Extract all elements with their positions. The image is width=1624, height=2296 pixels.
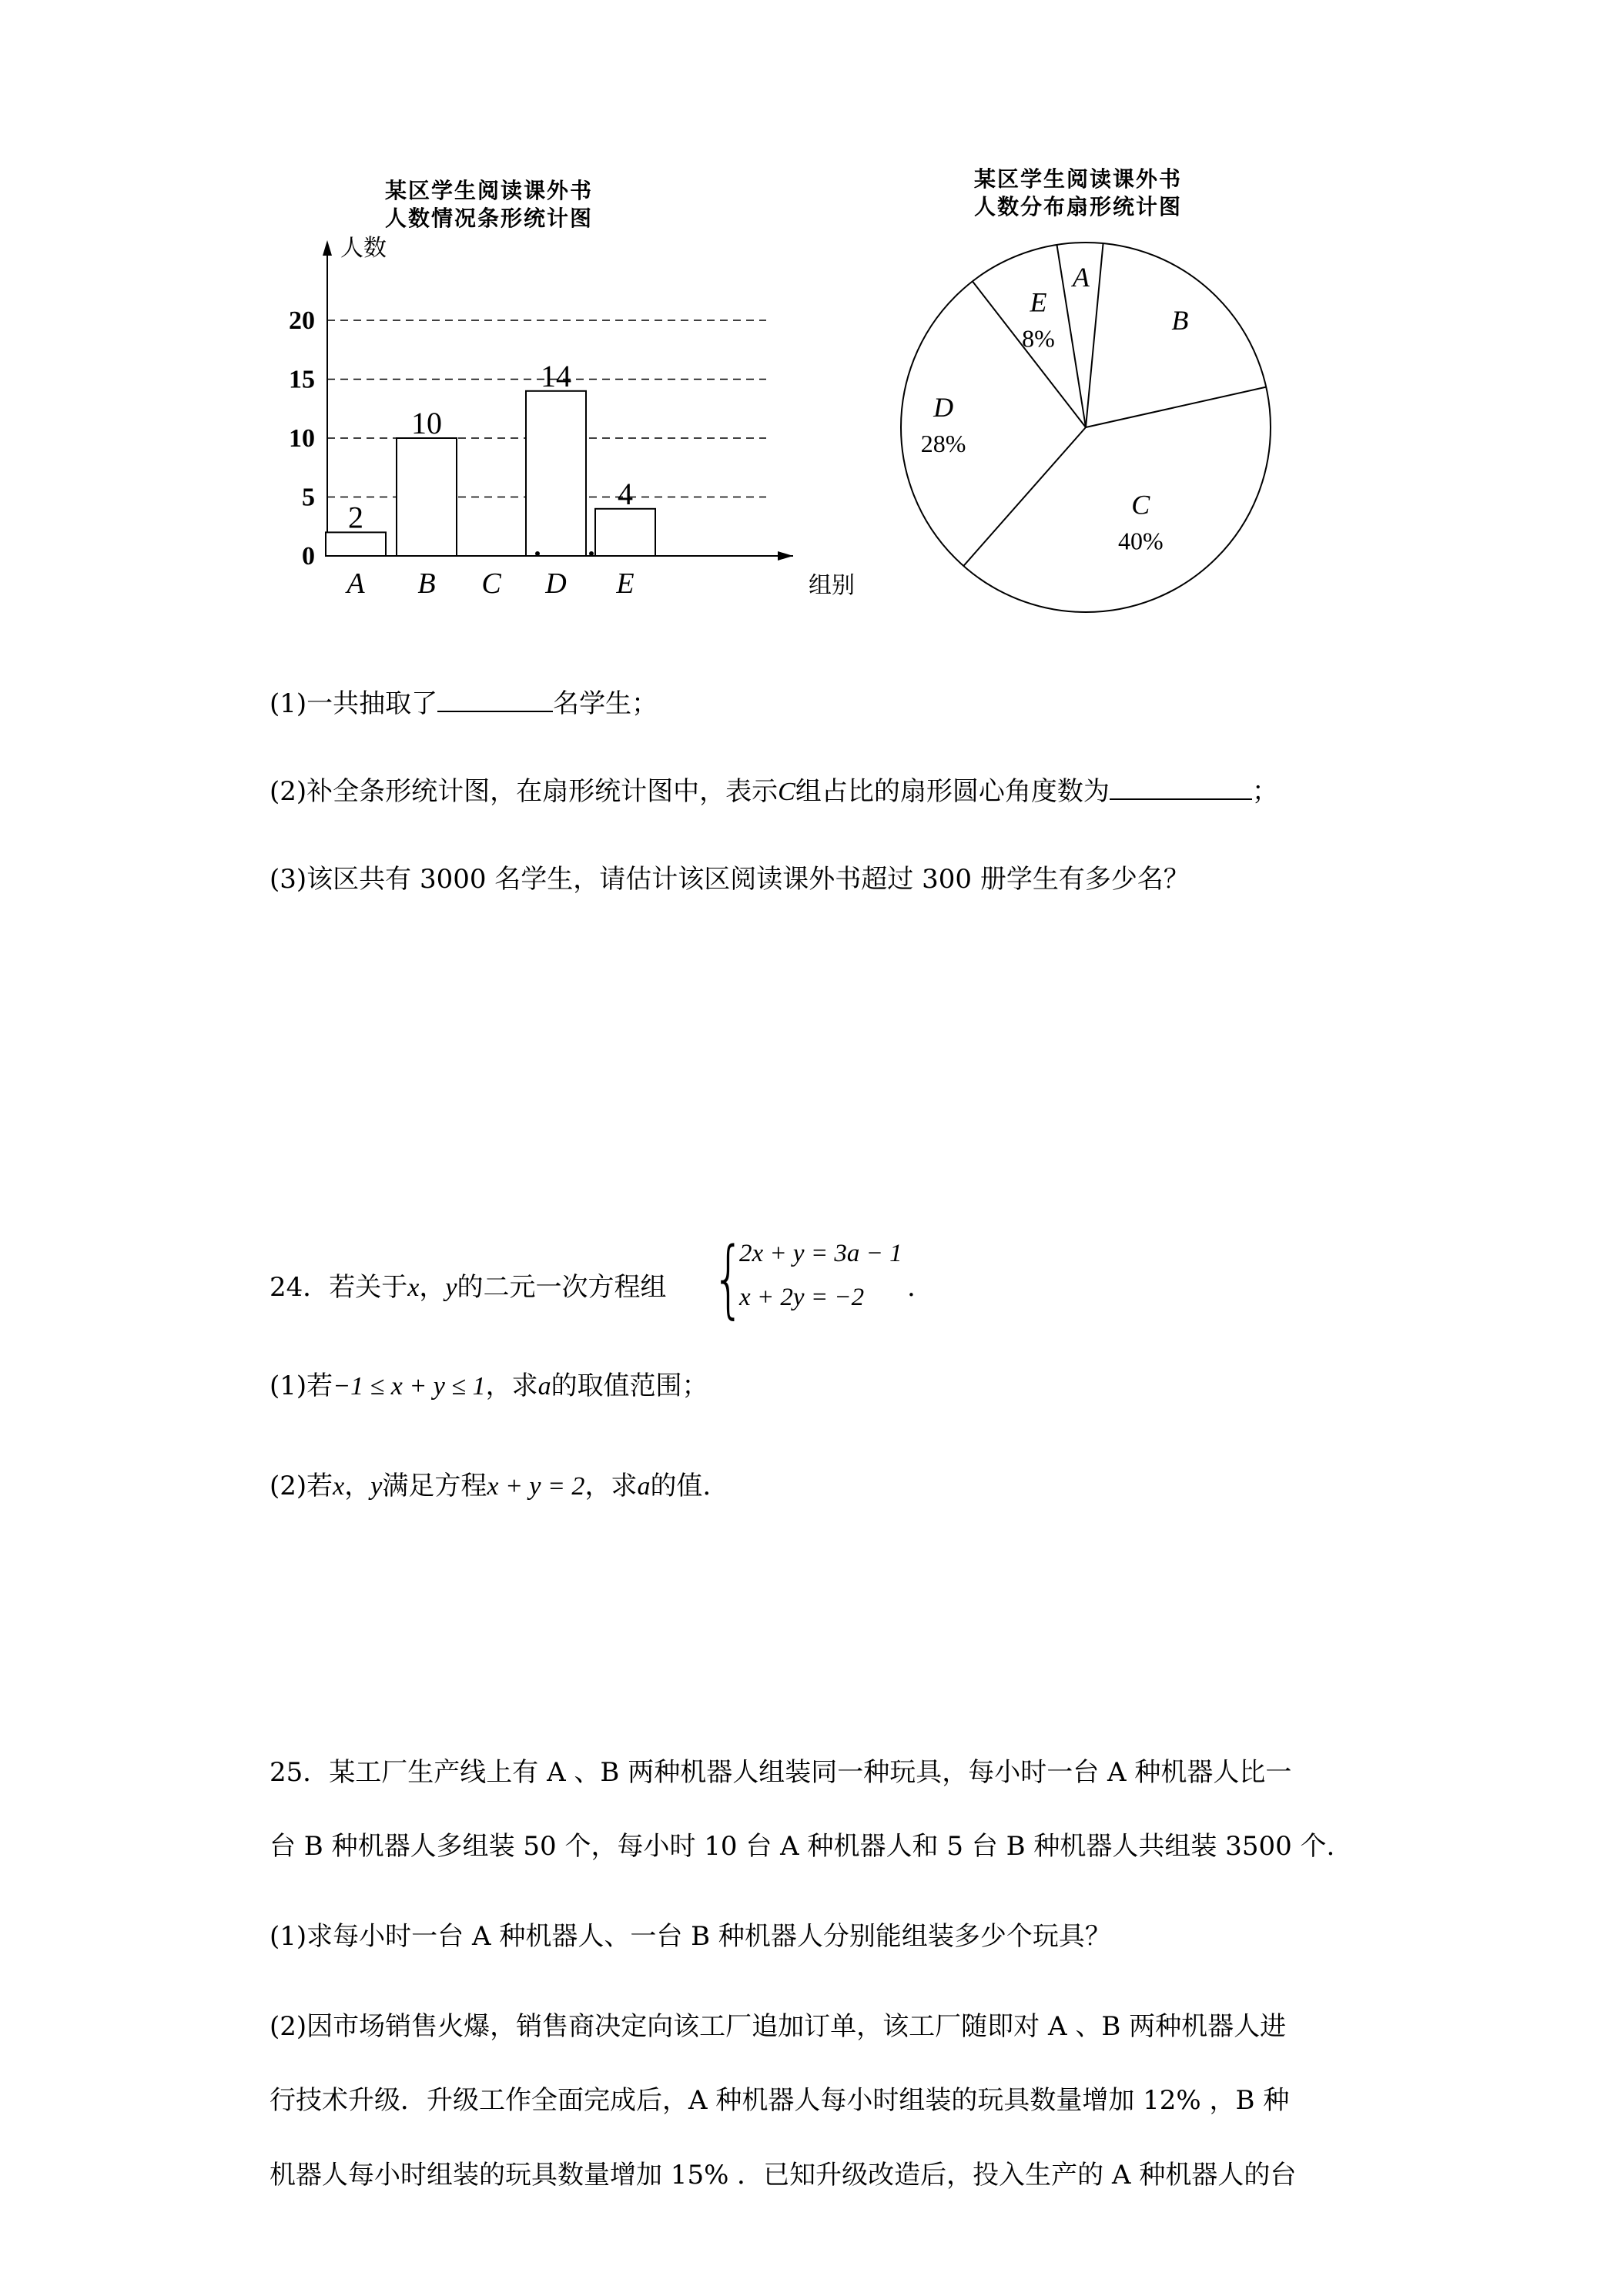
ytick-label-5: 5: [302, 483, 315, 512]
xtick-label-D: D: [545, 567, 567, 600]
q23-part3: (3)该区共有 3000 名学生，请估计该区阅读课外书超过 300 册学生有多少名？: [270, 864, 1190, 895]
q24-prefix: 24．若关于: [270, 1272, 408, 1303]
pie-label-B: B: [1171, 305, 1189, 336]
q23-2-suffix: ；: [1251, 776, 1278, 807]
pie-title-line2: 人数分布扇形统计图: [973, 194, 1182, 219]
q24-2-mid: 满足方程: [382, 1471, 487, 1501]
q24-2-y: y: [370, 1472, 383, 1501]
q25-line2: 台 B 种机器人多组装 50 个，每小时 10 台 A 种机器人和 5 台 B 种机器人共组装 3500 个.: [270, 1831, 1335, 1862]
q24-1-mid: ，求: [485, 1371, 538, 1401]
ytick-label-10: 10: [289, 424, 315, 453]
q24-eq2: x + 2y = −2: [739, 1284, 865, 1311]
q24-2-x: x: [333, 1472, 345, 1501]
pie-label-D: D: [933, 392, 954, 423]
xtick-label-E: E: [616, 567, 635, 600]
bar-D: [526, 391, 586, 556]
pie-chart: [886, 223, 1286, 624]
pie-title-line1: 某区学生阅读课外书: [973, 166, 1182, 192]
pie-percent-D: 28%: [920, 430, 966, 458]
q24-2-mid2: ，求: [584, 1471, 638, 1501]
bar-value-label-E: 4: [618, 476, 633, 511]
q24-1-suffix: 的取值范围；: [551, 1371, 708, 1401]
ytick-label-0: 0: [302, 542, 315, 571]
answer-blank-2[interactable]: [1110, 775, 1252, 800]
q23-2-mid: 组占比的扇形圆心角度数为: [795, 776, 1110, 807]
bar-chart: [285, 223, 886, 624]
brace: {: [712, 1229, 745, 1327]
answer-blank-1[interactable]: [437, 688, 553, 712]
ytick-label-15: 15: [289, 365, 315, 394]
bar-value-label-A: 2: [348, 500, 363, 535]
q24-mid: 的二元一次方程组: [457, 1272, 667, 1303]
q24-2-prefix: (2)若: [270, 1471, 333, 1501]
q23-1-suffix: 名学生；: [553, 688, 658, 719]
q24-comma: ，: [419, 1272, 446, 1303]
axis-dot-2: [589, 551, 594, 556]
q24-2-comma: ，: [344, 1471, 371, 1501]
bar-title-line2: 人数情况条形统计图: [384, 206, 593, 231]
pie-label-E: E: [1030, 286, 1047, 318]
q23-2-var: C: [778, 778, 795, 806]
pie-label-C: C: [1131, 489, 1150, 520]
axis-dot-1: [535, 551, 540, 556]
q24-2-suffix: 的值.: [650, 1471, 712, 1501]
bar-xlabel: 组别: [809, 573, 855, 598]
y-axis-arrow: [323, 240, 332, 256]
q23-part1: [270, 688, 658, 719]
pie-percent-C: 40%: [1117, 527, 1164, 555]
q24-1-math: −1 ≤ x + y ≤ 1: [333, 1372, 486, 1401]
q24-2-a: a: [637, 1472, 651, 1501]
q24-1-prefix: (1)若: [270, 1371, 333, 1401]
bar-B: [397, 438, 457, 556]
ytick-label-20: 20: [289, 306, 315, 335]
pie-chart-title: [951, 166, 1205, 221]
x-axis-arrow: [778, 551, 793, 561]
q25-line1: 25．某工厂生产线上有 A 、B 两种机器人组装同一种玩具，每小时一台 A 种机器人比一: [270, 1757, 1292, 1788]
bar-A: [326, 532, 386, 556]
q24-2-math: x + y = 2: [487, 1472, 585, 1501]
q24-part1: [270, 1371, 708, 1402]
q24-x: x: [407, 1274, 420, 1302]
q24-part2: [270, 1471, 711, 1502]
pie-percent-E: 8%: [1022, 324, 1055, 353]
q23-1-prefix: (1)一共抽取了: [270, 688, 438, 719]
q25-part2-line3: 机器人每小时组装的玩具数量增加 15% ．已知升级改造后，投入生产的 A 种机器人的台: [270, 2160, 1297, 2191]
bar-value-label-D: 14: [541, 358, 571, 393]
xtick-label-B: B: [417, 567, 436, 600]
q23-2-prefix: (2)补全条形统计图，在扇形统计图中，表示: [270, 776, 779, 807]
bar-title-line1: 某区学生阅读课外书: [384, 178, 593, 203]
q24-stem: [270, 1272, 666, 1304]
q25-part1: (1)求每小时一台 A 种机器人、一台 B 种机器人分别能组装多少个玩具？: [270, 1921, 1111, 1952]
q24-end: .: [907, 1272, 916, 1303]
bar-ylabel: 人数: [340, 236, 387, 261]
q23-part2: [270, 775, 1278, 808]
q25-part2-line2: 行技术升级．升级工作全面完成后，A 种机器人每小时组装的玩具数量增加 12% ，B 种: [270, 2085, 1290, 2116]
pie-label-A: A: [1072, 262, 1090, 293]
bar-E: [595, 509, 655, 556]
bar-value-label-B: 10: [411, 406, 442, 440]
q24-1-a: a: [537, 1372, 551, 1401]
q24-eq1: 2x + y = 3a − 1: [739, 1240, 902, 1267]
q25-part2-line1: (2)因市场销售火爆，销售商决定向该工厂追加订单，该工厂随即对 A 、B 两种机器人进: [270, 2011, 1287, 2042]
xtick-label-A: A: [347, 567, 365, 600]
xtick-label-C: C: [481, 567, 501, 600]
q24-y: y: [445, 1274, 457, 1302]
